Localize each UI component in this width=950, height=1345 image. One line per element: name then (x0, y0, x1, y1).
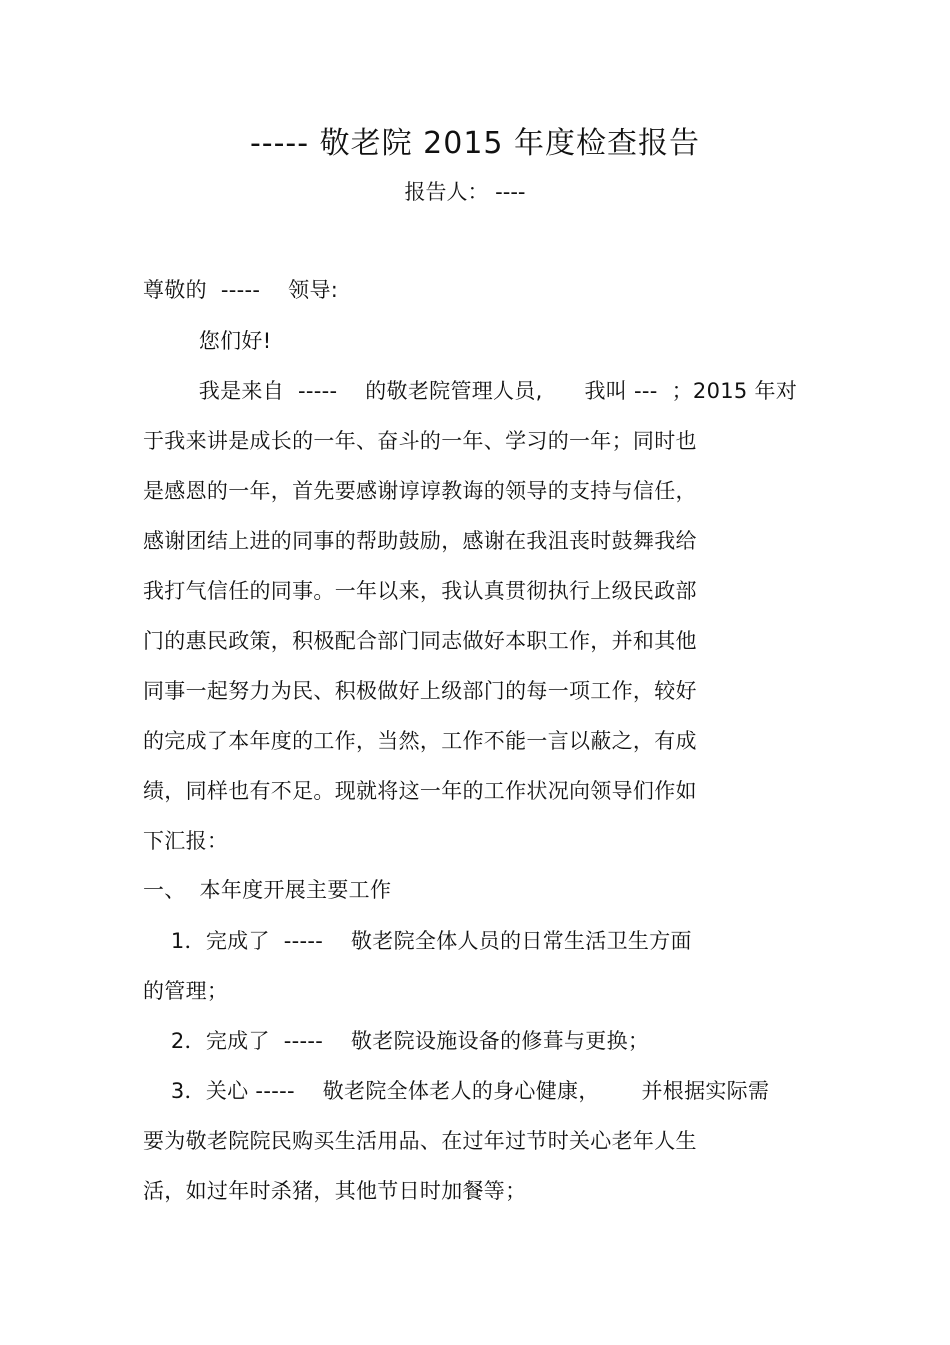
list-item-continuation: 要为敬老院院民购买生活用品、在过年过节时关心老年人生 (143, 1129, 697, 1153)
body-line: 于我来讲是成长的一年、奋斗的一年、学习的一年；同时也 (143, 429, 697, 453)
greeting: 您们好! (143, 329, 272, 353)
body-line: 我打气信任的同事。一年以来，我认真贯彻执行上级民政部 (143, 579, 697, 603)
list-item-continuation: 活，如过年时杀猪，其他节日时加餐等； (143, 1179, 527, 1203)
salutation: 尊敬的 ----- 领导: (143, 278, 339, 302)
body-line: 是感恩的一年，首先要感谢谆谆教诲的领导的支持与信任， (143, 479, 697, 503)
reporter-line: 报告人： ---- (404, 180, 526, 204)
body-line: 我是来自 ----- 的敬老院管理人员, 我叫 --- ；2015 年对 (143, 379, 798, 403)
list-item: 2．完成了 ----- 敬老院设施设备的修葺与更换； (143, 1029, 650, 1053)
body-line: 同事一起努力为民、积极做好上级部门的每一项工作，较好 (143, 679, 697, 703)
body-line: 的完成了本年度的工作，当然，工作不能一言以蔽之，有成 (143, 729, 697, 753)
body-line: 绩，同样也有不足。现就将这一年的工作状况向领导们作如 (143, 779, 697, 803)
list-item: 3．关心 ----- 敬老院全体老人的身心健康， 并根据实际需 (143, 1079, 770, 1103)
list-item: 1．完成了 ----- 敬老院全体人员的日常生活卫生方面 (143, 929, 692, 953)
section-heading: 一、 本年度开展主要工作 (143, 878, 392, 902)
list-item-continuation: 的管理； (143, 979, 229, 1003)
body-line: 感谢团结上进的同事的帮助鼓励，感谢在我沮丧时鼓舞我给 (143, 529, 697, 553)
body-line: 下汇报： (143, 829, 229, 853)
document-title: ----- 敬老院 2015 年度检查报告 (249, 126, 701, 161)
body-line: 门的惠民政策，积极配合部门同志做好本职工作，并和其他 (143, 629, 697, 653)
